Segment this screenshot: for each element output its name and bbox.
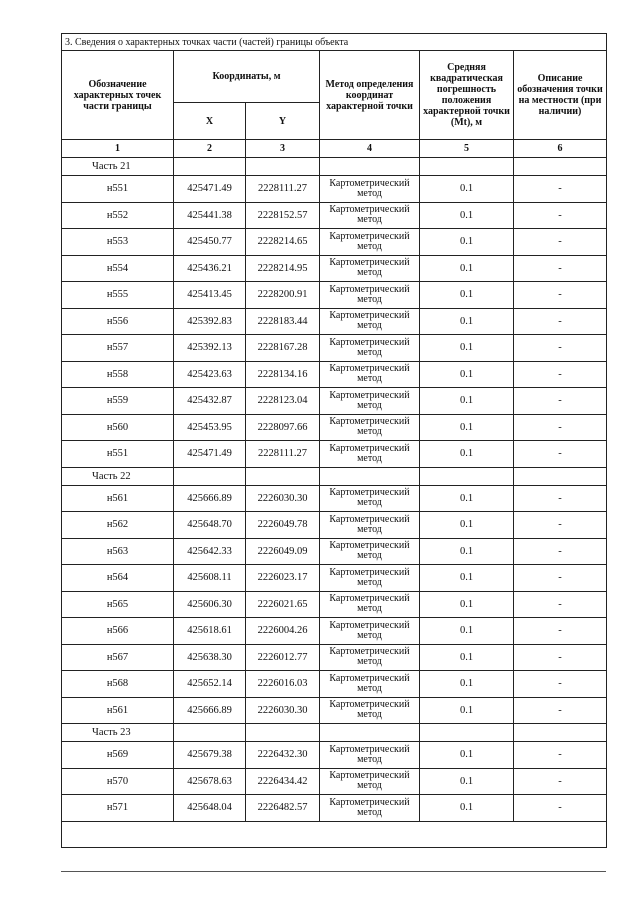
coordinate-x: 425471.49 xyxy=(174,441,246,468)
column-number: 4 xyxy=(320,140,420,158)
table-row xyxy=(62,512,607,539)
description-cell: - xyxy=(514,308,607,335)
point-designation: н562 xyxy=(62,512,174,539)
description-cell: - xyxy=(514,512,607,539)
table-row xyxy=(62,742,607,769)
part-row xyxy=(62,724,607,742)
error-cell: 0.1 xyxy=(420,512,514,539)
bottom-rule xyxy=(61,871,606,872)
coordinate-x: 425648.70 xyxy=(174,512,246,539)
error-cell: 0.1 xyxy=(420,485,514,512)
description-cell: - xyxy=(514,229,607,256)
header-coordinates: Координаты, м xyxy=(174,51,320,103)
error-cell: 0.1 xyxy=(420,742,514,769)
coordinate-y: 2226004.26 xyxy=(246,618,320,645)
method-cell: Картометрический метод xyxy=(320,414,420,441)
coordinate-x: 425679.38 xyxy=(174,742,246,769)
table-row xyxy=(62,335,607,362)
point-designation: н557 xyxy=(62,335,174,362)
column-numbers-row xyxy=(62,140,607,158)
method-cell: Картометрический метод xyxy=(320,282,420,309)
empty-cell xyxy=(246,467,320,485)
description-cell: - xyxy=(514,538,607,565)
method-cell: Картометрический метод xyxy=(320,308,420,335)
point-designation: н571 xyxy=(62,795,174,822)
table-row xyxy=(62,671,607,698)
method-cell: Картометрический метод xyxy=(320,768,420,795)
error-cell: 0.1 xyxy=(420,335,514,362)
description-cell: - xyxy=(514,671,607,698)
empty-cell xyxy=(62,821,607,847)
method-cell: Картометрический метод xyxy=(320,388,420,415)
coordinate-x: 425392.83 xyxy=(174,308,246,335)
description-cell: - xyxy=(514,618,607,645)
empty-cell xyxy=(174,158,246,176)
coordinate-y: 2226023.17 xyxy=(246,565,320,592)
table-row xyxy=(62,176,607,203)
table-row xyxy=(62,255,607,282)
point-designation: н564 xyxy=(62,565,174,592)
error-cell: 0.1 xyxy=(420,671,514,698)
method-cell: Картометрический метод xyxy=(320,202,420,229)
coordinate-y: 2228214.65 xyxy=(246,229,320,256)
coordinate-x: 425432.87 xyxy=(174,388,246,415)
description-cell: - xyxy=(514,565,607,592)
description-cell: - xyxy=(514,768,607,795)
coordinate-x: 425436.21 xyxy=(174,255,246,282)
empty-cell xyxy=(320,724,420,742)
empty-cell xyxy=(246,724,320,742)
description-cell: - xyxy=(514,697,607,724)
error-cell: 0.1 xyxy=(420,565,514,592)
error-cell: 0.1 xyxy=(420,202,514,229)
empty-cell xyxy=(514,467,607,485)
coordinate-x: 425642.33 xyxy=(174,538,246,565)
coordinate-x: 425450.77 xyxy=(174,229,246,256)
table-row xyxy=(62,697,607,724)
coordinate-x: 425423.63 xyxy=(174,361,246,388)
point-designation: н558 xyxy=(62,361,174,388)
empty-cell xyxy=(420,158,514,176)
method-cell: Картометрический метод xyxy=(320,335,420,362)
method-cell: Картометрический метод xyxy=(320,671,420,698)
description-cell: - xyxy=(514,282,607,309)
description-cell: - xyxy=(514,202,607,229)
error-cell: 0.1 xyxy=(420,414,514,441)
table-row xyxy=(62,644,607,671)
empty-cell xyxy=(420,467,514,485)
section-title: 3. Сведения о характерных точках части (частей) границы объекта xyxy=(62,34,607,51)
method-cell: Картометрический метод xyxy=(320,565,420,592)
coordinate-y: 2226021.65 xyxy=(246,591,320,618)
table-row xyxy=(62,388,607,415)
coordinate-y: 2228123.04 xyxy=(246,388,320,415)
method-cell: Картометрический метод xyxy=(320,644,420,671)
coordinate-y: 2228200.91 xyxy=(246,282,320,309)
method-cell: Картометрический метод xyxy=(320,697,420,724)
point-designation: н555 xyxy=(62,282,174,309)
method-cell: Картометрический метод xyxy=(320,361,420,388)
empty-cell xyxy=(420,724,514,742)
method-cell: Картометрический метод xyxy=(320,512,420,539)
empty-footer-row xyxy=(62,821,607,847)
description-cell: - xyxy=(514,361,607,388)
coordinate-y: 2228152.57 xyxy=(246,202,320,229)
description-cell: - xyxy=(514,335,607,362)
description-cell: - xyxy=(514,388,607,415)
empty-cell xyxy=(174,724,246,742)
coordinate-x: 425608.11 xyxy=(174,565,246,592)
empty-cell xyxy=(514,724,607,742)
point-designation: н567 xyxy=(62,644,174,671)
method-cell: Картометрический метод xyxy=(320,255,420,282)
coordinate-x: 425666.89 xyxy=(174,697,246,724)
error-cell: 0.1 xyxy=(420,795,514,822)
part-row xyxy=(62,158,607,176)
method-cell: Картометрический метод xyxy=(320,618,420,645)
method-cell: Картометрический метод xyxy=(320,485,420,512)
description-cell: - xyxy=(514,591,607,618)
error-cell: 0.1 xyxy=(420,538,514,565)
empty-cell xyxy=(246,158,320,176)
header-x: X xyxy=(174,103,246,140)
coordinate-x: 425652.14 xyxy=(174,671,246,698)
coordinate-y: 2228167.28 xyxy=(246,335,320,362)
coordinate-y: 2226432.30 xyxy=(246,742,320,769)
error-cell: 0.1 xyxy=(420,697,514,724)
coordinate-x: 425648.04 xyxy=(174,795,246,822)
point-designation: н561 xyxy=(62,485,174,512)
method-cell: Картометрический метод xyxy=(320,538,420,565)
empty-cell xyxy=(320,158,420,176)
error-cell: 0.1 xyxy=(420,361,514,388)
point-designation: н561 xyxy=(62,697,174,724)
header-description: Описание обозначения точки на местности (при наличии) xyxy=(514,51,607,140)
description-cell: - xyxy=(514,485,607,512)
empty-cell xyxy=(320,467,420,485)
header-designation: Обозначение характерных точек части границы xyxy=(62,51,174,140)
point-designation: н553 xyxy=(62,229,174,256)
coordinate-x: 425392.13 xyxy=(174,335,246,362)
boundary-points-table xyxy=(61,33,607,848)
error-cell: 0.1 xyxy=(420,255,514,282)
table-row xyxy=(62,441,607,468)
description-cell: - xyxy=(514,441,607,468)
error-cell: 0.1 xyxy=(420,388,514,415)
point-designation: н570 xyxy=(62,768,174,795)
coordinate-y: 2226049.78 xyxy=(246,512,320,539)
header-method: Метод определения координат характерной точки xyxy=(320,51,420,140)
table-row xyxy=(62,538,607,565)
method-cell: Картометрический метод xyxy=(320,795,420,822)
description-cell: - xyxy=(514,742,607,769)
coordinate-y: 2228134.16 xyxy=(246,361,320,388)
column-number: 2 xyxy=(174,140,246,158)
part-label: Часть 23 xyxy=(62,724,174,742)
empty-cell xyxy=(174,467,246,485)
part-row xyxy=(62,467,607,485)
coordinate-y: 2226482.57 xyxy=(246,795,320,822)
error-cell: 0.1 xyxy=(420,768,514,795)
method-cell: Картометрический метод xyxy=(320,591,420,618)
coordinate-y: 2226012.77 xyxy=(246,644,320,671)
error-cell: 0.1 xyxy=(420,308,514,335)
coordinate-y: 2228111.27 xyxy=(246,441,320,468)
method-cell: Картометрический метод xyxy=(320,229,420,256)
point-designation: н569 xyxy=(62,742,174,769)
point-designation: н563 xyxy=(62,538,174,565)
coordinate-x: 425413.45 xyxy=(174,282,246,309)
point-designation: н568 xyxy=(62,671,174,698)
coordinate-x: 425453.95 xyxy=(174,414,246,441)
column-number: 5 xyxy=(420,140,514,158)
coordinate-x: 425441.38 xyxy=(174,202,246,229)
point-designation: н566 xyxy=(62,618,174,645)
empty-cell xyxy=(514,158,607,176)
point-designation: н554 xyxy=(62,255,174,282)
coordinate-x: 425638.30 xyxy=(174,644,246,671)
coordinate-x: 425666.89 xyxy=(174,485,246,512)
table-row xyxy=(62,202,607,229)
table-row xyxy=(62,282,607,309)
method-cell: Картометрический метод xyxy=(320,742,420,769)
header-y: Y xyxy=(246,103,320,140)
error-cell: 0.1 xyxy=(420,282,514,309)
coordinate-x: 425471.49 xyxy=(174,176,246,203)
point-designation: н551 xyxy=(62,176,174,203)
coordinate-y: 2226016.03 xyxy=(246,671,320,698)
coordinate-y: 2228214.95 xyxy=(246,255,320,282)
coordinate-y: 2228097.66 xyxy=(246,414,320,441)
error-cell: 0.1 xyxy=(420,176,514,203)
table-row xyxy=(62,591,607,618)
description-cell: - xyxy=(514,414,607,441)
part-label: Часть 22 xyxy=(62,467,174,485)
table-row xyxy=(62,414,607,441)
table-row xyxy=(62,485,607,512)
point-designation: н565 xyxy=(62,591,174,618)
coordinate-y: 2226434.42 xyxy=(246,768,320,795)
coordinate-y: 2228183.44 xyxy=(246,308,320,335)
coordinate-y: 2226030.30 xyxy=(246,485,320,512)
table-row xyxy=(62,361,607,388)
error-cell: 0.1 xyxy=(420,618,514,645)
table-row xyxy=(62,565,607,592)
method-cell: Картометрический метод xyxy=(320,441,420,468)
point-designation: н552 xyxy=(62,202,174,229)
method-cell: Картометрический метод xyxy=(320,176,420,203)
column-number: 1 xyxy=(62,140,174,158)
column-number: 3 xyxy=(246,140,320,158)
description-cell: - xyxy=(514,795,607,822)
coordinate-x: 425618.61 xyxy=(174,618,246,645)
table-row xyxy=(62,795,607,822)
table-row xyxy=(62,768,607,795)
description-cell: - xyxy=(514,644,607,671)
description-cell: - xyxy=(514,176,607,203)
table-row xyxy=(62,618,607,645)
error-cell: 0.1 xyxy=(420,644,514,671)
table-row xyxy=(62,229,607,256)
table-row xyxy=(62,308,607,335)
point-designation: н551 xyxy=(62,441,174,468)
part-label: Часть 21 xyxy=(62,158,174,176)
header-error: Средняя квадратическая погрешность положения характерной точки (Mt), м xyxy=(420,51,514,140)
error-cell: 0.1 xyxy=(420,229,514,256)
point-designation: н560 xyxy=(62,414,174,441)
coordinate-x: 425678.63 xyxy=(174,768,246,795)
coordinate-y: 2226049.09 xyxy=(246,538,320,565)
description-cell: - xyxy=(514,255,607,282)
point-designation: н556 xyxy=(62,308,174,335)
coordinate-x: 425606.30 xyxy=(174,591,246,618)
coordinate-y: 2228111.27 xyxy=(246,176,320,203)
point-designation: н559 xyxy=(62,388,174,415)
error-cell: 0.1 xyxy=(420,591,514,618)
coordinate-y: 2226030.30 xyxy=(246,697,320,724)
error-cell: 0.1 xyxy=(420,441,514,468)
column-number: 6 xyxy=(514,140,607,158)
